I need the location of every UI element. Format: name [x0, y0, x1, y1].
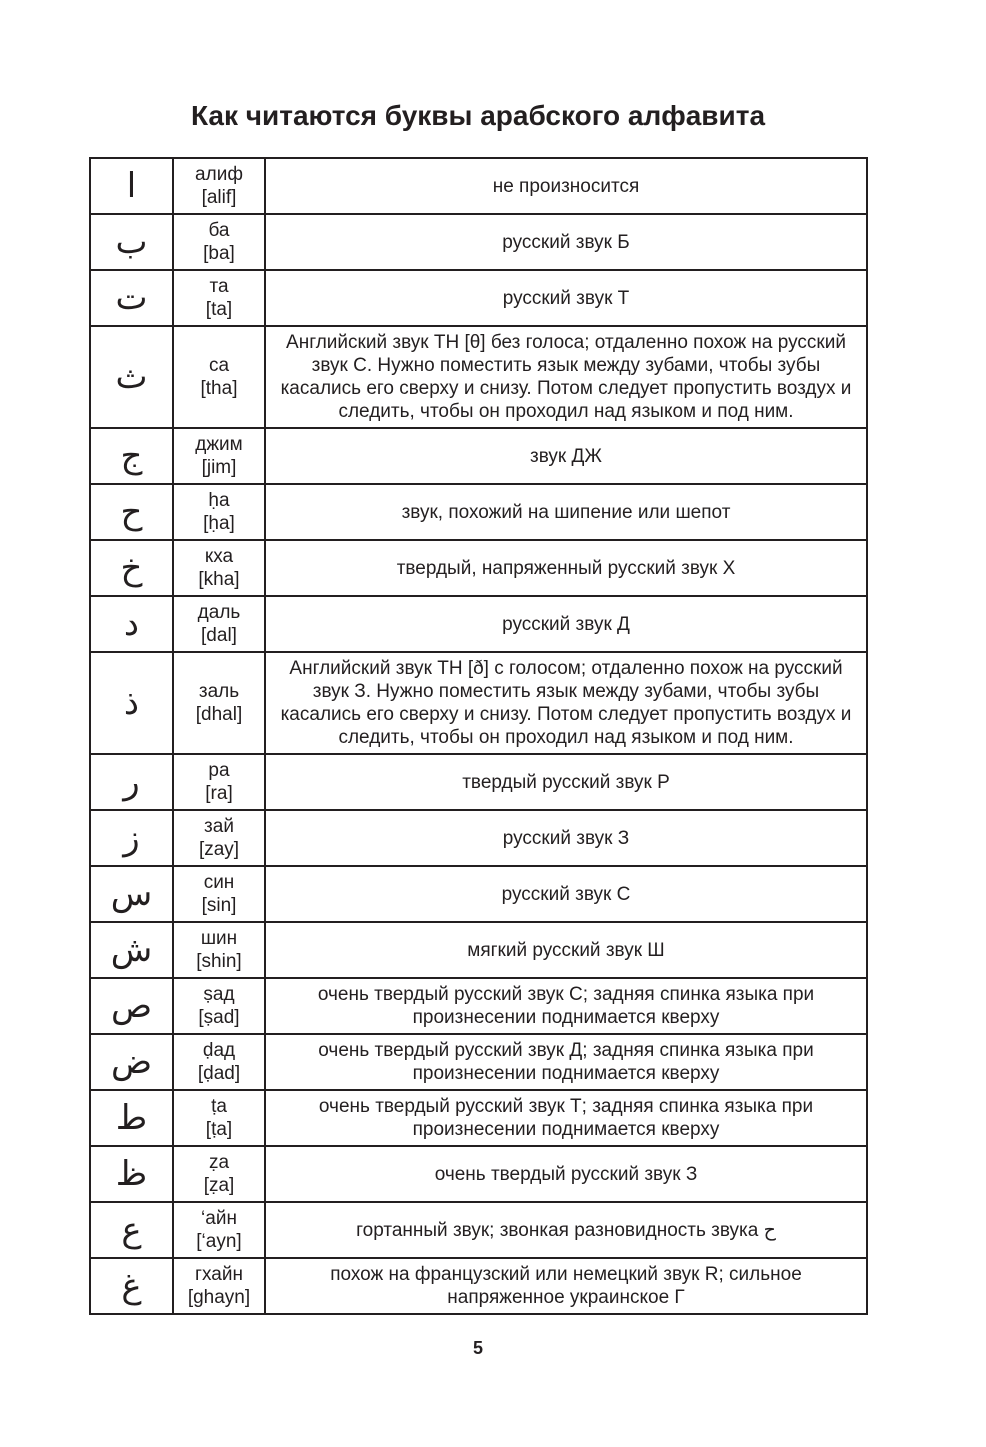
letter-translit: [sin]: [201, 895, 237, 916]
letter-translit: [ra]: [205, 783, 233, 804]
arabic-letter: س: [90, 866, 173, 922]
arabic-letter: ح: [90, 484, 173, 540]
arabic-letter: ذ: [90, 652, 173, 754]
table-row: [90, 652, 867, 754]
table-row: [90, 596, 867, 652]
table-row: [90, 158, 867, 214]
letter-name-cell: [173, 326, 265, 428]
letter-name-cell: [173, 810, 265, 866]
arabic-letter: ر: [90, 754, 173, 810]
letter-name: ṣад: [203, 984, 235, 1005]
arabic-letter: غ: [90, 1258, 173, 1314]
letter-translit: [‘ayn]: [196, 1231, 242, 1252]
letter-name: кха: [204, 546, 234, 567]
pronunciation-description: не произносится: [265, 158, 867, 214]
arabic-letter: ث: [90, 326, 173, 428]
pronunciation-description: очень твердый русский звук З: [265, 1146, 867, 1202]
arabic-letter: ظ: [90, 1146, 173, 1202]
table-row: [90, 270, 867, 326]
arabic-letter: ط: [90, 1090, 173, 1146]
pronunciation-description: Английский звук TH [θ] без голоса; отдаленно похож на русский звук С. Нужно поместить язык между зубами, чтобы зубы касались его сверху и снизу. Потом следует пропустить воздух и следить, чтобы он проходил над языком и под ним.: [265, 326, 867, 428]
letter-name: син: [203, 872, 235, 893]
arabic-letter: ع: [90, 1202, 173, 1258]
table-row: [90, 1258, 867, 1314]
table-row: [90, 978, 867, 1034]
letter-name: заль: [198, 681, 240, 702]
table-row: [90, 1202, 867, 1258]
letter-translit: [ṣad]: [198, 1007, 240, 1028]
arabic-letter: ض: [90, 1034, 173, 1090]
letter-translit: [dal]: [201, 625, 237, 646]
letter-translit: [ba]: [203, 243, 235, 264]
table-row: [90, 484, 867, 540]
letter-name: ḍад: [202, 1040, 236, 1061]
arabic-letter: د: [90, 596, 173, 652]
pronunciation-description: очень твердый русский звук Т; задняя спинка языка при произнесении поднимается кверху: [265, 1090, 867, 1146]
letter-name-cell: [173, 866, 265, 922]
letter-name-cell: [173, 596, 265, 652]
letter-translit: [shin]: [196, 951, 242, 972]
letter-name: гхайн: [195, 1264, 243, 1285]
letter-name: алиф: [195, 164, 243, 185]
letter-name-cell: [173, 428, 265, 484]
letter-name-cell: [173, 1202, 265, 1258]
letter-translit: [kha]: [198, 569, 240, 590]
letter-name: ḥа: [208, 490, 230, 511]
arabic-letter: خ: [90, 540, 173, 596]
letter-translit: [alif]: [201, 187, 237, 208]
table-row: [90, 1090, 867, 1146]
letter-name: шин: [200, 928, 238, 949]
pronunciation-description: похож на французский или немецкий звук R; сильное напряженное украинское Г: [265, 1258, 867, 1314]
pronunciation-description: русский звук Д: [265, 596, 867, 652]
letter-name: зай: [204, 816, 234, 837]
letter-translit: [jim]: [201, 457, 237, 478]
arabic-letter: ب: [90, 214, 173, 270]
pronunciation-description: твердый, напряженный русский звук Х: [265, 540, 867, 596]
pronunciation-description: русский звук З: [265, 810, 867, 866]
letter-name-cell: [173, 652, 265, 754]
pronunciation-description: твердый русский звук Р: [265, 754, 867, 810]
letter-name: са: [208, 355, 230, 376]
letter-translit: [dhal]: [195, 704, 243, 725]
letter-name: ẓа: [208, 1152, 230, 1173]
table-row: [90, 326, 867, 428]
letter-translit: [ḥa]: [203, 513, 235, 534]
letter-name-cell: [173, 484, 265, 540]
table-row: [90, 810, 867, 866]
table-row: [90, 428, 867, 484]
letter-name-cell: [173, 754, 265, 810]
pronunciation-description: русский звук Б: [265, 214, 867, 270]
arabic-letter: ج: [90, 428, 173, 484]
letter-translit: [ṭa]: [205, 1119, 233, 1140]
letter-name-cell: [173, 1090, 265, 1146]
letter-name-cell: [173, 922, 265, 978]
letter-name-cell: [173, 1034, 265, 1090]
letter-translit: [ghayn]: [187, 1287, 251, 1308]
letter-translit: [ta]: [205, 299, 233, 320]
letter-name: даль: [197, 602, 241, 623]
table-row: [90, 866, 867, 922]
letter-name-cell: [173, 158, 265, 214]
letter-translit: [ḍad]: [197, 1063, 241, 1084]
letter-translit: [ẓa]: [203, 1175, 235, 1196]
letter-name: ба: [208, 220, 230, 241]
letter-name: та: [209, 276, 229, 297]
arabic-letter: ز: [90, 810, 173, 866]
letter-name-cell: [173, 540, 265, 596]
pronunciation-description: очень твердый русский звук С; задняя спинка языка при произнесении поднимается кверху: [265, 978, 867, 1034]
arabic-letter: ت: [90, 270, 173, 326]
page-number: 5: [472, 1338, 483, 1358]
table-row: [90, 754, 867, 810]
letter-name-cell: [173, 978, 265, 1034]
letter-translit: [zay]: [198, 839, 240, 860]
table-row: [90, 214, 867, 270]
pronunciation-description: Английский звук TH [ð] с голосом; отдаленно похож на русский звук З. Нужно поместить язык между зубами, чтобы зубы касались его сверху и снизу. Потом следует пропустить воздух и следить, чтобы он проходил над языком и под ним.: [265, 652, 867, 754]
pronunciation-description: звук, похожий на шипение или шепот: [265, 484, 867, 540]
letter-name-cell: [173, 214, 265, 270]
letter-translit: [tha]: [200, 378, 238, 399]
arabic-letter: ش: [90, 922, 173, 978]
letter-name-cell: [173, 1258, 265, 1314]
letter-name: джим: [195, 434, 243, 455]
pronunciation-description: русский звук Т: [265, 270, 867, 326]
pronunciation-description: гортанный звук; звонкая разновидность звука ح: [265, 1202, 867, 1258]
arabic-letter: ا: [90, 158, 173, 214]
letter-name: ра: [208, 760, 230, 781]
pronunciation-description: русский звук С: [265, 866, 867, 922]
letter-name-cell: [173, 1146, 265, 1202]
page-title: Как читаются буквы арабского алфавита: [190, 100, 766, 131]
letter-name: ṭа: [211, 1096, 227, 1117]
alphabet-table: [89, 157, 868, 1315]
table-row: [90, 1146, 867, 1202]
pronunciation-description: звук ДЖ: [265, 428, 867, 484]
letter-name: ‘айн: [201, 1208, 237, 1229]
pronunciation-description: мягкий русский звук Ш: [265, 922, 867, 978]
table-row: [90, 540, 867, 596]
table-row: [90, 1034, 867, 1090]
table-row: [90, 922, 867, 978]
arabic-letter: ص: [90, 978, 173, 1034]
pronunciation-description: очень твердый русский звук Д; задняя спинка языка при произнесении поднимается кверху: [265, 1034, 867, 1090]
letter-name-cell: [173, 270, 265, 326]
